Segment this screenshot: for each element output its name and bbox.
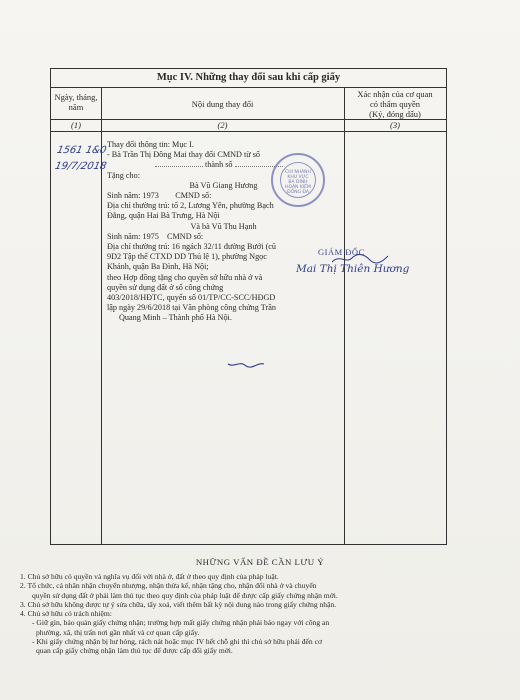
header-confirmation-line: Xác nhận của cơ quan: [357, 89, 433, 99]
pen-stroke-mark: [226, 358, 266, 370]
section-title: Mục IV. Những thay đổi sau khi cấp giấy: [156, 72, 341, 83]
content-line: Khánh, quận Ba Đình, Hà Nội;: [107, 262, 209, 272]
content-line: quyền sử dụng đất ở số công chứng: [107, 282, 224, 292]
table-rule: [51, 87, 446, 88]
header-content: Nội dung thay đổi: [191, 99, 254, 109]
table-column-rule: [344, 87, 345, 544]
header-confirmation-line: (Ký, đóng dấu): [369, 109, 421, 119]
seal-text: CHI NHÁNH KHU VỰC BA ĐÌNH HOÀN KIẾM ĐỐNG ĐA: [285, 170, 311, 195]
content-line-text: thành số: [205, 160, 233, 170]
note-line: quyền sử dụng đất ở phải làm thủ tục theo quy định của pháp luật để được cấp giấy chứng nhận mới.: [32, 590, 338, 600]
content-line: 403/2018/HĐTC, quyển số 01/TP/CC-SCC/HĐGD: [107, 293, 276, 303]
content-line: lập ngày 29/6/2018 tại Văn phòng công chứng Trần: [107, 303, 276, 313]
header-date-line: năm: [68, 102, 84, 112]
content-line: Thay đổi thông tin: Mục I.: [107, 140, 194, 149]
header-date: [51, 92, 101, 112]
director-title: GIÁM ĐỐC: [318, 247, 365, 257]
column-number: (2): [217, 120, 228, 130]
content-line: Địa chỉ thường trú: 16 ngách 32/11 đường Bưởi (cũ: [107, 242, 277, 252]
content-line: Đằng, quận Hai Bà Trưng, Hà Nội: [107, 211, 220, 221]
handwritten-register-number: 1561 1&0: [55, 145, 108, 156]
note-line: - Giữ gìn, bảo quản giấy chứng nhận; trường hợp mất giấy chứng nhận phải báo ngay với công an: [32, 618, 330, 628]
content-line: Địa chỉ thường trú: tổ 2, Lương Yên, phường Bạch: [107, 201, 274, 211]
note-line: 1. Chủ sở hữu có quyền và nghĩa vụ đối với nhà ở, đất ở theo quy định của pháp luật.: [20, 572, 279, 581]
note-line: 2. Tổ chức, cá nhân nhận chuyển nhượng, nhận thừa kế, nhận tặng cho, nhận đổi nhà ở và chuyển: [20, 581, 317, 591]
content-line: Sinh năm: 1975 CMND số:: [107, 231, 204, 241]
column-number: (3): [390, 120, 400, 130]
handwritten-date: 19/7/2018: [53, 161, 108, 172]
notes-title: NHỮNG VẤN ĐỀ CẦN LƯU Ý: [195, 557, 325, 567]
table-rule: [51, 131, 446, 132]
content-line: Tặng cho:: [107, 170, 140, 180]
note-line: phường, xã, thị trấn nơi gần nhất và cơ quan cấp giấy.: [36, 627, 200, 637]
changes-table: [50, 68, 447, 545]
note-line: quan cấp giấy chứng nhận làm thủ tục để được cấp đổi giấy mới.: [36, 646, 233, 656]
header-date-line: Ngày, tháng,: [54, 92, 98, 102]
content-line: Quang Minh – Thành phố Hà Nội.: [119, 313, 232, 323]
content-line: theo Hợp đồng tặng cho quyền sở hữu nhà ở và: [107, 272, 263, 282]
content-line: Sinh năm: 1973 CMND số:: [107, 191, 212, 201]
header-confirmation: [344, 89, 446, 119]
note-line: 3. Chủ sở hữu không được tự ý sửa chữa, tẩy xoá, viết thêm bất kỳ nội dung nào trong giấy chứng nhận.: [20, 599, 337, 609]
content-line: Và bà Vũ Thu Hạnh: [190, 221, 257, 231]
official-seal: [271, 153, 325, 207]
notes-list: [20, 572, 490, 656]
redacted-number: [155, 160, 203, 167]
note-line: 4. Chủ sở hữu có trách nhiệm:: [20, 609, 112, 619]
column-number: (1): [71, 120, 81, 130]
director-name: Mai Thị Thiên Hương: [296, 263, 410, 275]
content-line: Bà Vũ Giang Hương: [189, 180, 258, 190]
note-line: - Khi giấy chứng nhận bị hư hỏng, rách nát hoặc mục IV hết chỗ ghi thì chủ sở hữu phải đến cơ: [32, 637, 322, 647]
content-line: 9D2 Tập thể CTXD DD Thủ lệ 1), phường Ngọc: [107, 252, 267, 262]
header-confirmation-line: có thẩm quyền: [369, 99, 421, 109]
content-line: - Bà Trần Thị Đông Mai thay đổi CMND từ số: [107, 150, 261, 160]
